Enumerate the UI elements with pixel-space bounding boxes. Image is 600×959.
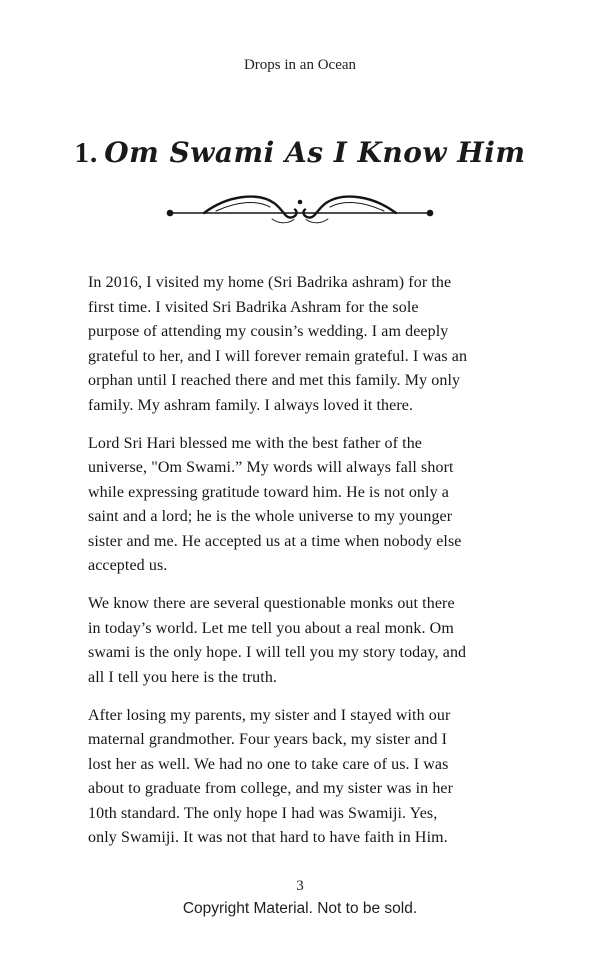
text-line: sister and me. He accepted us at a time when nobody else xyxy=(88,532,462,550)
chapter-heading xyxy=(0,132,600,179)
text-line: grateful to her, and I will forever remain grateful. I was an xyxy=(88,347,468,365)
text-line: Lord Sri Hari blessed me with the best father of the xyxy=(88,434,422,452)
text-line: After losing my parents, my sister and I stayed with our xyxy=(88,706,451,724)
text-line: saint and a lord; he is the whole universe to my younger xyxy=(88,508,453,525)
text-line: orphan until I reached there and met this family. My only xyxy=(88,372,461,389)
divider-wrap xyxy=(0,189,600,229)
text-line: universe, "Om Swami.” My words will always fall short xyxy=(88,459,454,476)
copyright-notice: Copyright Material. Not to be sold. xyxy=(182,899,418,917)
text-line: in today’s world. Let me tell you about a real monk. Om xyxy=(88,619,454,637)
text-line: We know there are several questionable monks out there xyxy=(88,595,455,612)
text-line: lost her as well. We had no one to take care of us. I was xyxy=(88,755,449,773)
text-line: only Swamiji. It was not that hard to have faith in Him. xyxy=(88,829,448,846)
running-header: Drops in an Ocean xyxy=(243,57,357,73)
text-line: while expressing gratitude toward him. He is not only a xyxy=(88,483,449,501)
paragraph xyxy=(88,271,512,418)
paragraph xyxy=(88,704,512,851)
text-line: maternal grandmother. Four years back, my sister and I xyxy=(88,731,448,748)
chapter-number: 1. xyxy=(74,137,99,169)
text-line: all I tell you here is the truth. xyxy=(88,668,278,686)
text-line: purpose of attending my cousin’s wedding. I am deeply xyxy=(88,323,449,340)
text-line: 10th standard. The only hope I had was Swamiji. Yes, xyxy=(88,804,438,822)
text-line: about to graduate from college, and my sister was in her xyxy=(88,780,454,797)
flourish-divider-icon xyxy=(164,189,436,229)
text-line: accepted us. xyxy=(88,557,168,574)
text-line: In 2016, I visited my home (Sri Badrika ashram) for the xyxy=(88,274,452,291)
body-text xyxy=(88,271,512,851)
text-line: swami is the only hope. I will tell you my story today, and xyxy=(88,644,467,661)
text-line: family. My ashram family. I always loved it there. xyxy=(88,396,414,414)
chapter-title: Om Swami As I Know Him xyxy=(104,136,526,169)
page-footer xyxy=(0,877,600,919)
page-number: 3 xyxy=(296,877,304,894)
paragraph xyxy=(88,432,512,579)
text-line: first time. I visited Sri Badrika Ashram for the sole xyxy=(88,298,419,316)
paragraph xyxy=(88,592,512,690)
